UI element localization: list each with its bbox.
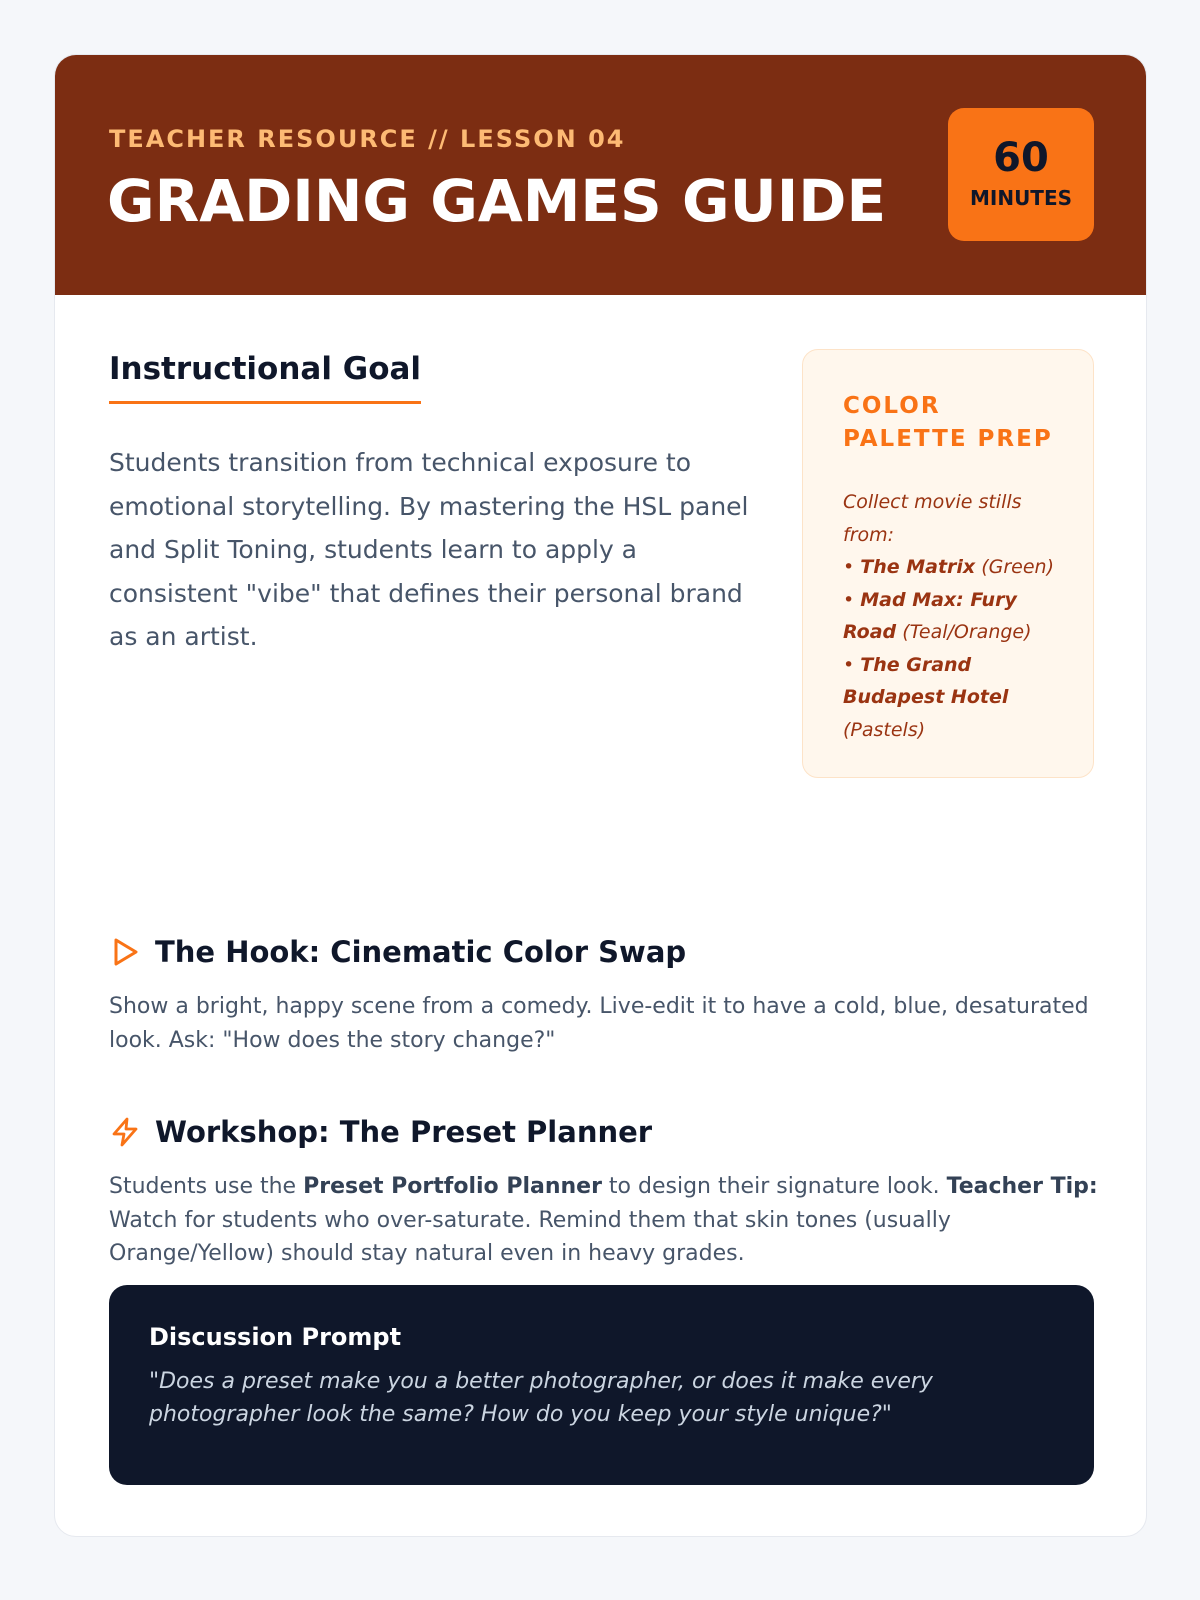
- prep-item-film: Mad Max: Fury Road: [843, 588, 1017, 643]
- workshop-text-2: to design their signature look.: [601, 1174, 947, 1199]
- duration-value: 60: [993, 135, 1049, 181]
- workshop-text-3: Watch for students who over-saturate. Remind them that skin tones (usually Orange/Yellow) should stay natural even in heavy grades.: [109, 1207, 951, 1266]
- workshop-bold-planner: Preset Portfolio Planner: [303, 1174, 602, 1199]
- page-title: GRADING GAMES GUIDE: [107, 167, 887, 235]
- prep-item-note: (Pastels): [843, 718, 926, 741]
- workshop-text: [109, 1170, 1099, 1271]
- discussion-text: "Does a preset make you a better photographer, or does it make every photographer look the same? How do you keep your style unique?": [149, 1369, 933, 1427]
- instructional-goal-title: Instructional Goal: [109, 351, 421, 404]
- workshop-heading: [109, 1115, 652, 1149]
- hook-text: Show a bright, happy scene from a comedy. Live-edit it to have a cold, blue, desaturated look. Ask: "How does the story change?": [109, 994, 1089, 1053]
- prep-item: • The Grand Budapest Hotel (Pastels): [843, 653, 1009, 741]
- workshop-bold-tip: Teacher Tip:: [946, 1174, 1098, 1199]
- prep-item-film: The Matrix: [860, 556, 976, 578]
- discussion-title: Discussion Prompt: [149, 1323, 402, 1351]
- prep-item-film: The Grand Budapest Hotel: [843, 653, 1009, 708]
- workshop-title: Workshop: The Preset Planner: [155, 1115, 653, 1149]
- prep-item-note: (Green): [981, 556, 1055, 578]
- prep-title: COLOR PALETTE PREP: [843, 393, 1053, 452]
- lesson-card: [54, 54, 1147, 1537]
- play-icon: [109, 936, 141, 968]
- workshop-text-1: Students use the: [109, 1174, 304, 1199]
- duration-unit: MINUTES: [969, 186, 1073, 210]
- prep-item: • The Matrix (Green): [843, 556, 1055, 578]
- prep-item: • Mad Max: Fury Road (Teal/Orange): [843, 588, 1032, 643]
- hook-heading: [109, 935, 686, 969]
- lightning-icon: [109, 1116, 141, 1148]
- prep-intro: Collect movie stills from:: [843, 491, 1022, 546]
- prep-item-note: (Teal/Orange): [902, 621, 1032, 643]
- lesson-header: [55, 55, 1146, 295]
- color-palette-prep-box: [802, 349, 1094, 778]
- hook-title: The Hook: Cinematic Color Swap: [155, 935, 687, 969]
- instructional-goal-text: Students transition from technical exposure to emotional storytelling. By mastering the HSL panel and Split Toning, students learn to apply a consistent "vibe" that defines their personal brand as an artist.: [109, 448, 749, 651]
- discussion-prompt-box: [109, 1285, 1094, 1485]
- duration-badge: [948, 108, 1094, 241]
- lesson-eyebrow: TEACHER RESOURCE // LESSON 04: [109, 125, 626, 153]
